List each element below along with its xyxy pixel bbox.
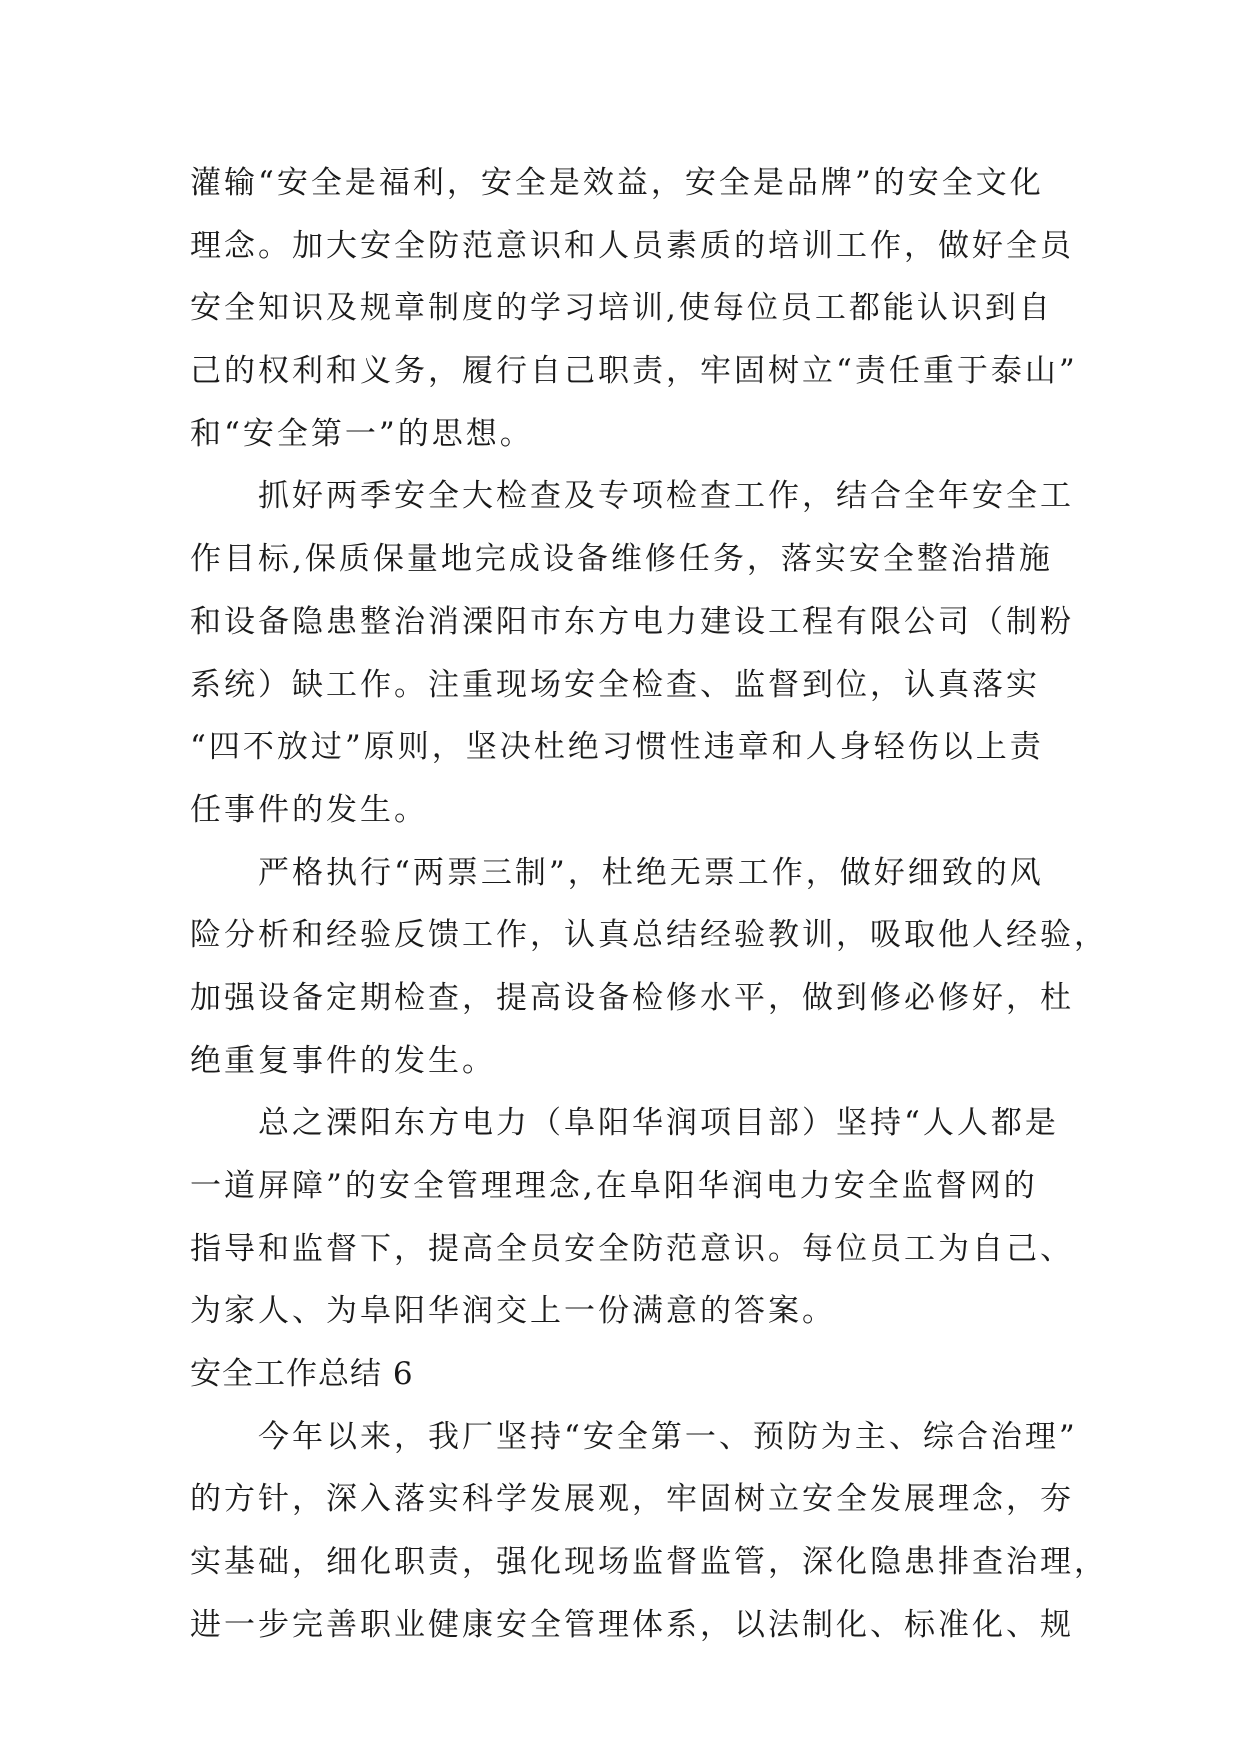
text-line: 和“安全第一”的思想。 (190, 415, 534, 452)
text-line: 作目标,保质保量地完成设备维修任务，落实安全整治措施 (190, 541, 1053, 578)
text-line: 灌输“安全是福利，安全是效益，安全是品牌”的安全文化 (190, 165, 1044, 201)
text-line: 加强设备定期检查，提高设备检修水平，做到修必修好，杜 (190, 979, 1074, 1016)
text-line: 绝重复事件的发生。 (190, 1042, 496, 1079)
text-line: 进一步完善职业健康安全管理体系，以法制化、标准化、规 (190, 1606, 1074, 1643)
text-line: 总之溧阳东方电力（阜阳华润项目部）坚持“人人都是 (190, 1105, 1059, 1142)
text-line: 理念。加大安全防范意识和人员素质的培训工作，做好全员 (190, 227, 1074, 264)
text-line: 抓好两季安全大检查及专项检查工作，结合全年安全工 (190, 478, 1074, 515)
text-line: 为家人、为阜阳华润交上一份满意的答案。 (190, 1293, 836, 1330)
text-line: 任事件的发生。 (190, 791, 428, 828)
text-line: 安全知识及规章制度的学习培训,使每位员工都能认识到自 (190, 290, 1053, 327)
text-line: 系统）缺工作。注重现场安全检查、监督到位，认真落实 (190, 666, 1040, 703)
document-body (190, 152, 1108, 1657)
text-line: 指导和监督下，提高全员安全防范意识。每位员工为自己、 (190, 1230, 1074, 1267)
text-line: 实基础，细化职责，强化现场监督监管，深化隐患排查治理， (190, 1544, 1108, 1581)
text-line: 险分析和经验反馈工作，认真总结经验教训，吸取他人经验， (190, 917, 1108, 954)
text-line: 和设备隐患整治消溧阳市东方电力建设工程有限公司（制粉 (190, 603, 1074, 640)
text-line: 今年以来，我厂坚持“安全第一、预防为主、综合治理” (190, 1418, 1078, 1455)
text-line: 的方针，深入落实科学发展观，牢固树立安全发展理念，夯 (190, 1481, 1074, 1518)
text-line: “四不放过”原则，坚决杜绝习惯性违章和人身轻伤以上责 (190, 729, 1044, 766)
text-line: 严格执行“两票三制”，杜绝无票工作，做好细致的风 (190, 854, 1044, 891)
text-line: 己的权利和义务，履行自己职责，牢固树立“责任重于泰山” (190, 353, 1078, 390)
text-line: 一道屏障”的安全管理理念,在阜阳华润电力安全监督网的 (190, 1168, 1038, 1204)
section-heading: 安全工作总结 6 (190, 1356, 414, 1393)
